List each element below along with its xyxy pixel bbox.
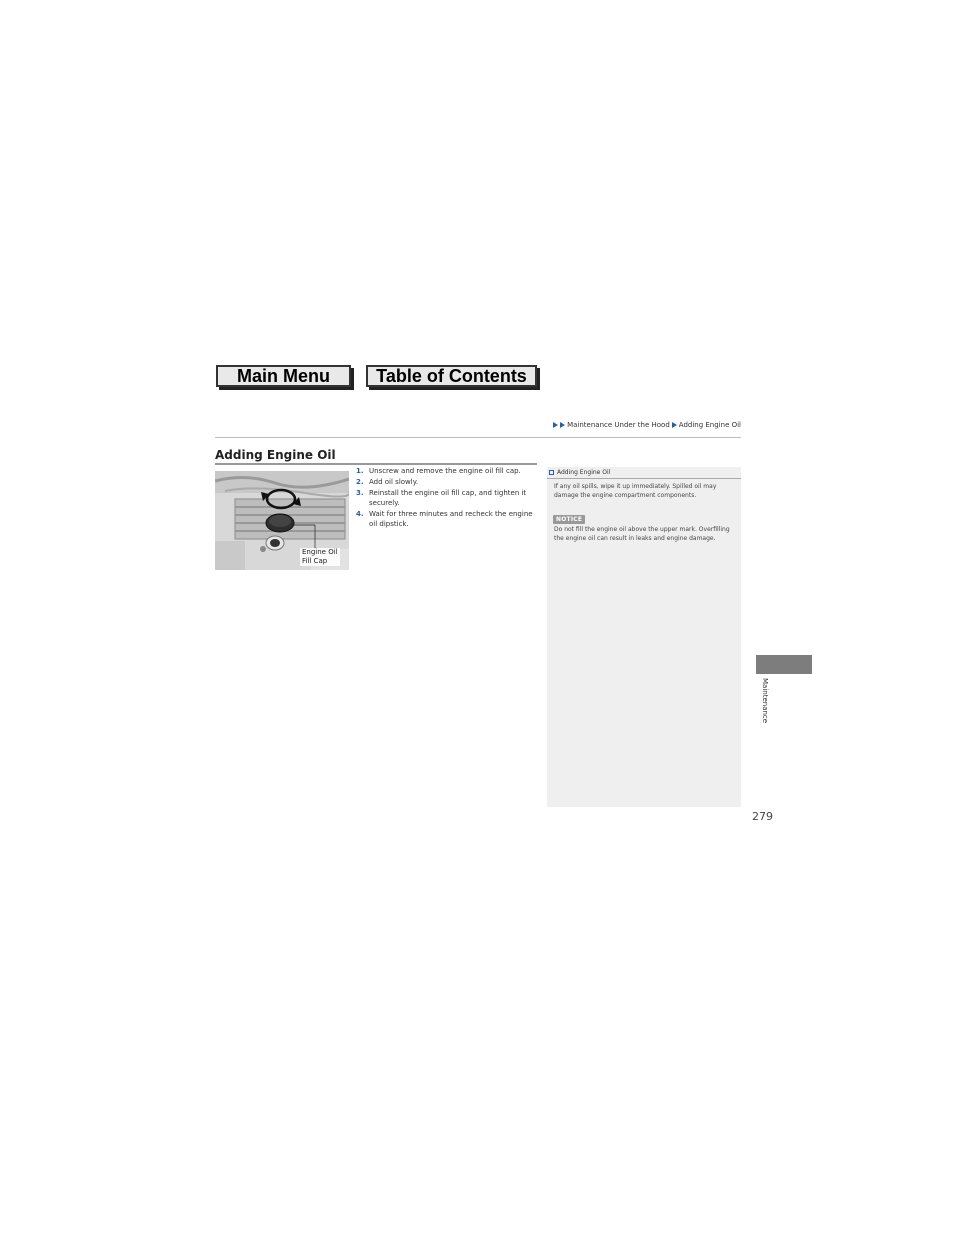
step-text: Reinstall the engine oil fill cap, and tighten it securely.: [369, 489, 527, 507]
callout-line: Fill Cap: [302, 557, 328, 565]
step-item: [356, 466, 538, 476]
step-item: [356, 477, 538, 487]
breadcrumb-divider: [215, 437, 741, 438]
step-item: [356, 509, 538, 529]
step-number: 1.: [356, 467, 364, 475]
sidebar-note: If any oil spills, wipe it up immediately. Spilled oil may damage the engine compartment components.: [554, 483, 717, 499]
title-divider: [215, 463, 537, 465]
sidebar-heading: [549, 469, 610, 476]
step-text: Wait for three minutes and recheck the engine oil dipstick.: [369, 510, 533, 528]
page-title: Adding Engine Oil: [215, 448, 336, 462]
breadcrumb-arrow-icon: [672, 422, 677, 428]
step-text: Unscrew and remove the engine oil fill cap.: [369, 467, 521, 475]
page-number: 279: [752, 810, 773, 823]
step-text: Add oil slowly.: [369, 478, 419, 486]
procedure-steps: [356, 466, 538, 530]
table-of-contents-button[interactable]: Table of Contents: [366, 365, 537, 387]
callout-line: Engine Oil: [302, 548, 338, 556]
sidebar-notice-text: Do not fill the engine oil above the upper mark. Overfilling the engine oil can result in leaks and engine damage.: [554, 526, 730, 542]
notice-badge: NOTICE: [553, 515, 585, 524]
engine-oil-fill-cap-callout: [300, 548, 340, 566]
section-tab-marker: [756, 655, 812, 674]
reference-icon: [549, 470, 554, 475]
breadcrumb-item[interactable]: Adding Engine Oil: [678, 421, 741, 429]
sidebar-heading-text: Adding Engine Oil: [557, 469, 611, 476]
step-number: 2.: [356, 478, 364, 486]
main-menu-button[interactable]: Main Menu: [216, 365, 351, 387]
step-number: 4.: [356, 510, 364, 518]
breadcrumb-item[interactable]: Maintenance Under the Hood: [567, 421, 670, 429]
notes-sidebar: [547, 467, 741, 807]
breadcrumb: [553, 421, 741, 429]
section-tab-label: Maintenance: [761, 678, 769, 724]
breadcrumb-arrow-icon: [553, 422, 558, 428]
sidebar-divider: [547, 478, 741, 479]
step-number: 3.: [356, 489, 364, 497]
step-item: [356, 488, 538, 508]
breadcrumb-arrow-icon: [560, 422, 565, 428]
